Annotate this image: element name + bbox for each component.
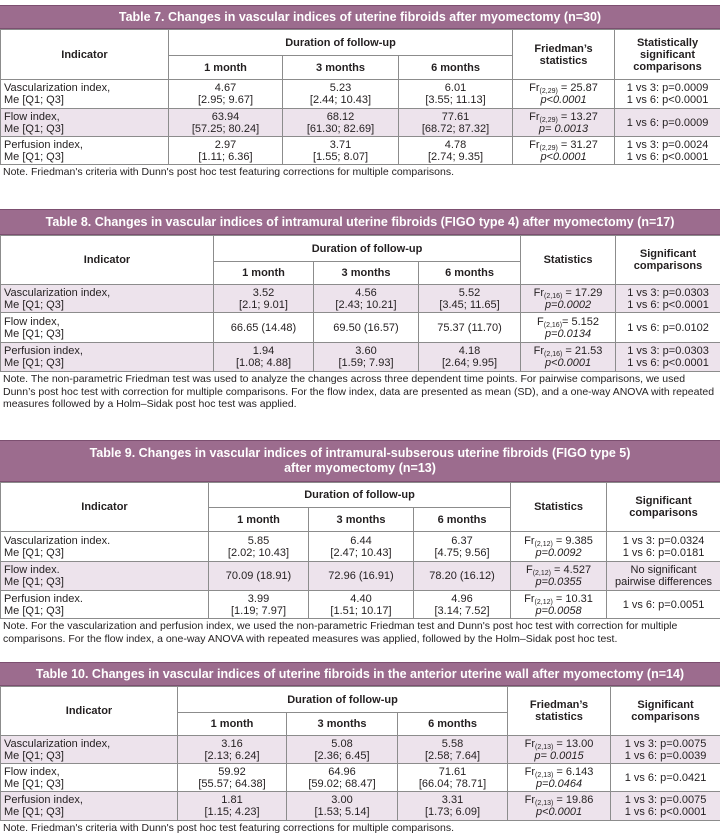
table-title: Table 7. Changes in vascular indices of uterine fibroids after myomectomy (n=30) xyxy=(0,5,720,29)
indicator-cell: Perfusion index, Me [Q1; Q3] xyxy=(1,343,214,372)
statistic-cell: $Fr_{(2,29)} = 25.87$ p<0.0001 xyxy=(513,80,615,109)
table-7 xyxy=(0,5,720,179)
value-cell: 4.56 [2.43; 10.21] xyxy=(314,285,419,313)
header-1-month: 1 month xyxy=(214,262,314,285)
comparison-cell: 1 vs 3: p=0.0324 1 vs 6: p=0.0181 xyxy=(607,532,720,562)
value-cell: 5.23 [2.44; 10.43] xyxy=(283,80,399,109)
header-indicator: Indicator xyxy=(1,30,169,80)
value-cell: 6.01 [3.55; 11.13] xyxy=(399,80,513,109)
header-comparisons: Significant comparisons xyxy=(611,687,720,736)
indicator-cell: Vascularization index. Me [Q1; Q3] xyxy=(1,532,209,562)
table-row xyxy=(1,343,720,372)
data-table xyxy=(0,235,720,372)
data-table xyxy=(0,686,720,821)
statistic-cell: $Fr_{(2,12)} = 10.31$ p=0.0058 xyxy=(511,591,607,619)
statistic-cell: $Fr_{(2,16)} = 21.53$ p<0.0001 xyxy=(521,343,616,372)
indicator-cell: Flow index, Me [Q1; Q3] xyxy=(1,109,169,137)
value-cell: 4.67 [2.95; 9.67] xyxy=(169,80,283,109)
header-comparisons: Statistically significant comparisons xyxy=(615,30,720,80)
header-6-months: 6 months xyxy=(414,508,511,532)
value-cell: 3.60 [1.59; 7.93] xyxy=(314,343,419,372)
table-row xyxy=(1,109,720,137)
value-cell: 3.52 [2.1; 9.01] xyxy=(214,285,314,313)
header-6-months: 6 months xyxy=(398,713,508,736)
header-statistics: Friedman’s statistics xyxy=(508,687,611,736)
indicator-cell: Vascularization index, Me [Q1; Q3] xyxy=(1,80,169,109)
statistic-cell: $Fr_{(2,13)} = 6.143$ p=0.0464 xyxy=(508,764,611,792)
table-row xyxy=(1,764,720,792)
indicator-cell: Flow index, Me [Q1; Q3] xyxy=(1,764,178,792)
value-cell: 75.37 (11.70) xyxy=(419,313,521,343)
value-cell: 69.50 (16.57) xyxy=(314,313,419,343)
comparison-cell: 1 vs 6: p=0.0421 xyxy=(611,764,720,792)
data-table xyxy=(0,29,720,165)
statistic-cell: $Fr_{(2,16)} = 17.29$ p=0.0002 xyxy=(521,285,616,313)
header-3-months: 3 months xyxy=(314,262,419,285)
header-comparisons: Significant comparisons xyxy=(616,236,720,285)
value-cell: 3.31 [1.73; 6.09] xyxy=(398,792,508,821)
value-cell: 5.85 [2.02; 10.43] xyxy=(209,532,309,562)
table-row xyxy=(1,792,720,821)
value-cell: 4.18 [2.64; 9.95] xyxy=(419,343,521,372)
value-cell: 3.99 [1.19; 7.97] xyxy=(209,591,309,619)
value-cell: 66.65 (14.48) xyxy=(214,313,314,343)
value-cell: 59.92 [55.57; 64.38] xyxy=(178,764,287,792)
header-statistics: Statistics xyxy=(521,236,616,285)
header-6-months: 6 months xyxy=(419,262,521,285)
indicator-cell: Flow index, Me [Q1; Q3] xyxy=(1,313,214,343)
value-cell: 1.94 [1.08; 4.88] xyxy=(214,343,314,372)
comparison-cell: 1 vs 3: p=0.0075 1 vs 6: p=0.0039 xyxy=(611,736,720,764)
statistic-cell: $F_{(2,16)}= 5.152$ p=0.0134 xyxy=(521,313,616,343)
table-title: Table 9. Changes in vascular indices of intramural-subserous uterine fibroids (FIGO type 5) after myomectomy (n=13) xyxy=(0,440,720,482)
table-note: Note. Friedman's criteria with Dunn's post hoc test featuring corrections for multiple comparisons. xyxy=(3,166,455,178)
header-indicator: Indicator xyxy=(1,687,178,736)
value-cell: 5.08 [2.36; 6.45] xyxy=(287,736,398,764)
comparison-cell: 1 vs 3: p=0.0303 1 vs 6: p<0.0001 xyxy=(616,343,720,372)
value-cell: 6.37 [4.75; 9.56] xyxy=(414,532,511,562)
header-duration: Duration of follow-up xyxy=(209,483,511,508)
statistic-cell: $F_{(2,12)} = 4.527$ p=0.0355 xyxy=(511,562,607,591)
comparison-cell: 1 vs 3: p=0.0009 1 vs 6: p<0.0001 xyxy=(615,80,720,109)
header-3-months: 3 months xyxy=(309,508,414,532)
value-cell: 72.96 (16.91) xyxy=(309,562,414,591)
comparison-cell: 1 vs 6: p=0.0009 xyxy=(615,109,720,137)
value-cell: 3.71 [1.55; 8.07] xyxy=(283,137,399,165)
table-row xyxy=(1,80,720,109)
indicator-cell: Perfusion index. Me [Q1; Q3] xyxy=(1,591,209,619)
value-cell: 78.20 (16.12) xyxy=(414,562,511,591)
table-8 xyxy=(0,209,720,411)
comparison-cell: No significant pairwise differences xyxy=(607,562,720,591)
indicator-cell: Flow index. Me [Q1; Q3] xyxy=(1,562,209,591)
indicator-cell: Perfusion index, Me [Q1; Q3] xyxy=(1,792,178,821)
value-cell: 4.96 [3.14; 7.52] xyxy=(414,591,511,619)
table-row xyxy=(1,532,720,562)
table-row xyxy=(1,285,720,313)
statistic-cell: $Fr_{(2,13)} = 13.00$ p= 0.0015 xyxy=(508,736,611,764)
value-cell: 4.40 [1.51; 10.17] xyxy=(309,591,414,619)
header-duration: Duration of follow-up xyxy=(178,687,508,713)
table-9 xyxy=(0,440,720,645)
header-1-month: 1 month xyxy=(178,713,287,736)
header-duration: Duration of follow-up xyxy=(169,30,513,56)
header-comparisons: Significant comparisons xyxy=(607,483,720,532)
table-row xyxy=(1,562,720,591)
header-1-month: 1 month xyxy=(209,508,309,532)
table-row xyxy=(1,137,720,165)
header-indicator: Indicator xyxy=(1,483,209,532)
comparison-cell: 1 vs 3: p=0.0075 1 vs 6: p<0.0001 xyxy=(611,792,720,821)
table-note: Note. For the vascularization and perfusion index, we used the non-parametric Friedman test and Dunn's post hoc test with correction for multiple comparisons. For the flow index, a one-way ANOVA with repeated measures was applied, followed by the Holm–Sidak post hoc test. xyxy=(3,620,678,645)
statistic-cell: $Fr_{(2,12)} = 9.385$ p=0.0092 xyxy=(511,532,607,562)
comparison-cell: 1 vs 6: p=0.0102 xyxy=(616,313,720,343)
value-cell: 3.00 [1.53; 5.14] xyxy=(287,792,398,821)
data-table xyxy=(0,482,720,619)
header-3-months: 3 months xyxy=(283,56,399,80)
header-statistics: Statistics xyxy=(511,483,607,532)
comparison-cell: 1 vs 3: p=0.0303 1 vs 6: p<0.0001 xyxy=(616,285,720,313)
table-10 xyxy=(0,662,720,835)
value-cell: 5.52 [3.45; 11.65] xyxy=(419,285,521,313)
comparison-cell: 1 vs 6: p=0.0051 xyxy=(607,591,720,619)
value-cell: 3.16 [2.13; 6.24] xyxy=(178,736,287,764)
header-1-month: 1 month xyxy=(169,56,283,80)
value-cell: 6.44 [2.47; 10.43] xyxy=(309,532,414,562)
value-cell: 5.58 [2.58; 7.64] xyxy=(398,736,508,764)
comparison-cell: 1 vs 3: p=0.0024 1 vs 6: p<0.0001 xyxy=(615,137,720,165)
header-statistics: Friedman’s statistics xyxy=(513,30,615,80)
indicator-cell: Vascularization index, Me [Q1; Q3] xyxy=(1,285,214,313)
statistic-cell: $Fr_{(2,29)} = 13.27$ p= 0.0013 xyxy=(513,109,615,137)
header-3-months: 3 months xyxy=(287,713,398,736)
value-cell: 64.96 [59.02; 68.47] xyxy=(287,764,398,792)
value-cell: 63.94 [57.25; 80.24] xyxy=(169,109,283,137)
header-6-months: 6 months xyxy=(399,56,513,80)
indicator-cell: Perfusion index, Me [Q1; Q3] xyxy=(1,137,169,165)
value-cell: 71.61 [66.04; 78.71] xyxy=(398,764,508,792)
value-cell: 77.61 [68.72; 87.32] xyxy=(399,109,513,137)
value-cell: 70.09 (18.91) xyxy=(209,562,309,591)
value-cell: 4.78 [2.74; 9.35] xyxy=(399,137,513,165)
header-duration: Duration of follow-up xyxy=(214,236,521,262)
value-cell: 1.81 [1.15; 4.23] xyxy=(178,792,287,821)
table-row xyxy=(1,591,720,619)
value-cell: 68.12 [61.30; 82.69] xyxy=(283,109,399,137)
table-row xyxy=(1,313,720,343)
table-title: Table 8. Changes in vascular indices of intramural uterine fibroids (FIGO type 4) after myomectomy (n=17) xyxy=(0,209,720,235)
header-indicator: Indicator xyxy=(1,236,214,285)
table-note: Note. Friedman's criteria with Dunn's post hoc test featuring corrections for multiple comparisons. xyxy=(3,822,455,834)
table-title: Table 10. Changes in vascular indices of uterine fibroids in the anterior uterine wall after myomectomy (n=14) xyxy=(0,662,720,686)
indicator-cell: Vascularization index, Me [Q1; Q3] xyxy=(1,736,178,764)
statistic-cell: $Fr_{(2,29)} = 31.27$ p<0.0001 xyxy=(513,137,615,165)
statistic-cell: $Fr_{(2,13)} = 19.86$ p<0.0001 xyxy=(508,792,611,821)
table-note: Note. The non-parametric Friedman test was used to analyze the changes across three dependent time points. For pairwise comparisons, we used Dunn’s post hoc test with correction for multiple comparisons. For the flow index, data are presented as mean (SD), and a one-way ANOVA with repeated measures followed by a Holm–Sidak post hoc test was applied. xyxy=(3,373,715,410)
value-cell: 2.97 [1.11; 6.36] xyxy=(169,137,283,165)
table-row xyxy=(1,736,720,764)
